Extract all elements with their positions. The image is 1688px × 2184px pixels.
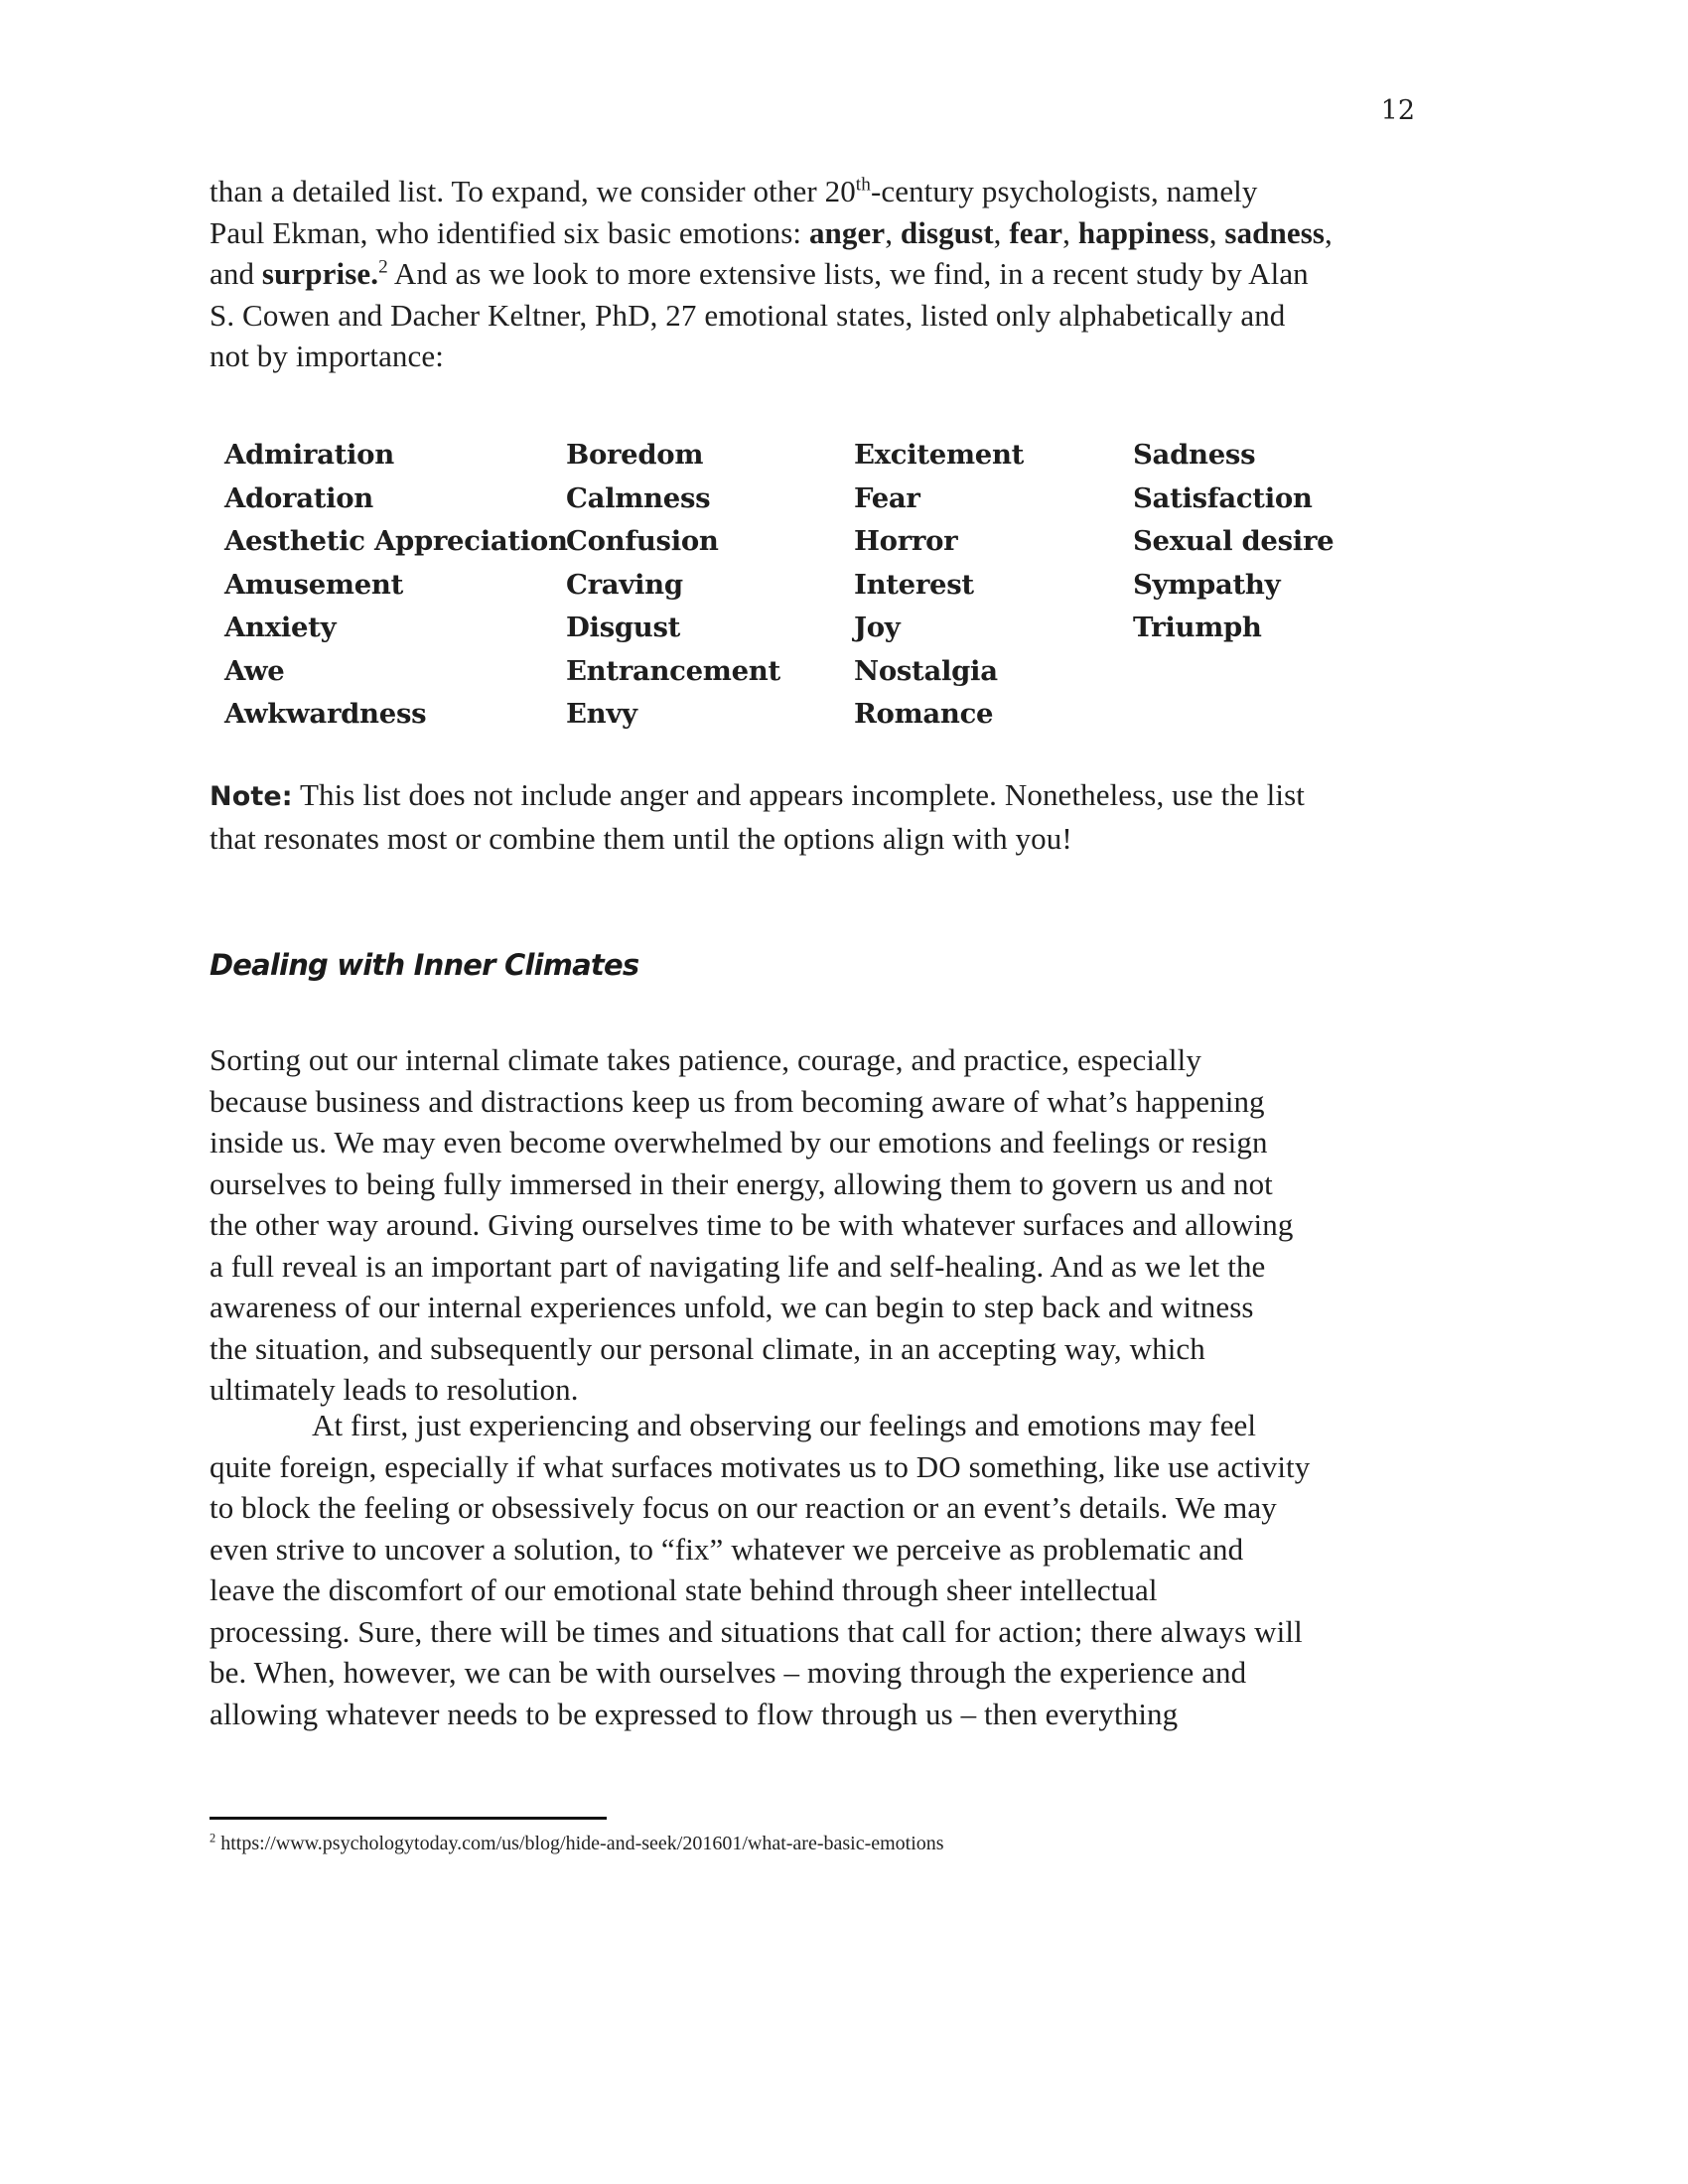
footnote-divider: [210, 1817, 607, 1820]
emotion-item: Awe: [224, 654, 285, 687]
emotions-list: [224, 434, 1366, 732]
emotion-item: Romance: [854, 698, 994, 730]
intro-line-1: than a detailed list. To expand, we consider other 20th-century psychologists, namely: [210, 174, 1258, 208]
emotion-column-4: [1133, 434, 1334, 650]
emotion-item: Sadness: [1133, 439, 1256, 471]
footnote: [210, 1833, 944, 1855]
emotion-item: Triumph: [1133, 612, 1262, 643]
emotion-item: Entrancement: [566, 654, 780, 687]
emotion-item: Excitement: [854, 439, 1025, 471]
emotion-item: Sexual desire: [1133, 525, 1335, 557]
emotion-item: Interest: [854, 568, 974, 601]
intro-paragraph: [210, 171, 1401, 377]
note-paragraph: Note: This list does not include anger and appears incomplete. Nonetheless, use the list that resonates most or combine them until the options align with you!: [210, 777, 1305, 856]
emotion-column-3: [854, 434, 1024, 737]
emotion-item: Awkwardness: [224, 698, 427, 730]
emotion-item: Nostalgia: [854, 654, 998, 687]
emotion-happiness: happiness: [1077, 214, 1209, 250]
emotion-item: Sympathy: [1133, 568, 1281, 601]
superscript-th: th: [855, 174, 871, 196]
emotion-anger: anger: [808, 214, 886, 250]
emotion-item: Craving: [566, 568, 683, 601]
footnote-number: 2: [210, 1831, 216, 1845]
intro-line-3: and surprise.$^2$ And as we look to more extensive lists, we find, in a recent study by Alan: [210, 256, 1309, 291]
emotion-disgust: disgust: [900, 214, 994, 250]
footnote-link[interactable]: https://www.psychologytoday.com/us/blog/hide-and-seek/201601/what-are-basic-emotions: [215, 1833, 944, 1854]
emotion-item: Calmness: [566, 481, 711, 514]
emotion-item: Fear: [854, 481, 920, 514]
intro-line-5: not by importance:: [210, 339, 444, 373]
emotion-column-1: [224, 434, 568, 737]
emotion-sadness: sadness: [1224, 214, 1326, 250]
emotion-item: Envy: [566, 698, 637, 730]
emotion-item: Joy: [854, 612, 901, 643]
emotion-item: Disgust: [566, 612, 681, 643]
emotion-item: Horror: [854, 525, 958, 557]
emotion-item: Confusion: [566, 525, 719, 557]
emotion-item: Aesthetic Appreciation: [224, 525, 568, 557]
page-number: 12: [1380, 95, 1415, 126]
note-label: Note:: [210, 781, 293, 812]
paragraph-1: Sorting out our internal climate takes patience, courage, and practice, especially because business and distractions keep us from becoming aware of what’s happening inside us. We may even become overwhelmed by our emotions and feelings or resign ourselves to being fully immersed in their energy, allowing them to govern us and not the other way around. Giving ourselves time to be with whatever surfaces and allowing a full reveal is an important part of navigating life and self-healing. And as we let the awareness of our internal experiences unfold, we can begin to step back and witness the situation, and subsequently our personal climate, in an accepting way, which ultimately leads to resolution.: [210, 1042, 1294, 1407]
emotion-item: Satisfaction: [1133, 481, 1313, 514]
emotion-surprise: surprise.: [261, 256, 379, 291]
emotion-column-2: [566, 434, 780, 737]
emotion-item: Boredom: [566, 439, 704, 471]
emotion-item: Adoration: [224, 481, 374, 514]
emotion-item: Anxiety: [224, 612, 337, 643]
emotion-item: Admiration: [224, 439, 394, 471]
intro-line-4: S. Cowen and Dacher Keltner, PhD, 27 emotional states, listed only alphabetically and: [210, 297, 1286, 333]
intro-line-2: Paul Ekman, who identified six basic emotions: anger, disgust, fear, happiness, sadness,: [210, 214, 1333, 250]
footnote-ref[interactable]: 2: [378, 256, 388, 278]
emotion-fear: fear: [1009, 214, 1063, 250]
section-heading: Dealing with Inner Climates: [210, 948, 639, 982]
paragraph-2: At first, just experiencing and observing our feelings and emotions may feel quite foreign, especially if what surfaces motivates us to DO something, like use activity to block the feeling or obsessively focus on our reaction or an event’s details. We may even strive to uncover a solution, to “fix” whatever we perceive as problematic and leave the discomfort of our emotional state behind through sheer intellectual processing. Sure, there will be times and situations that call for action; there always will be. When, however, we can be with ourselves – moving through the experience and allowing whatever needs to be expressed to flow through us – then everything: [210, 1408, 1311, 1731]
emotion-item: Amusement: [224, 568, 403, 601]
